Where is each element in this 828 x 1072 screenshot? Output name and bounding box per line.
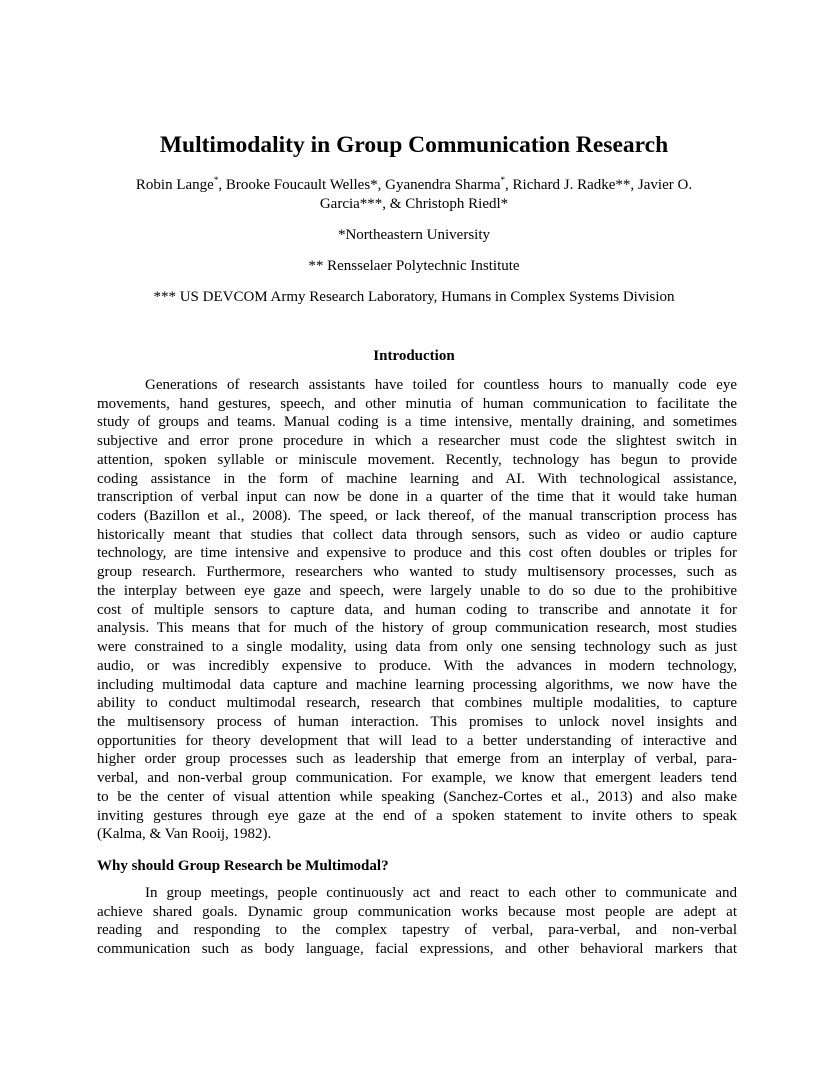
text-line: higher order group processes such as leadership that emerge from an interplay of verbal, para-	[97, 751, 737, 768]
text-line: subjective and error prone procedure in which a researcher must code the slightest switch in	[97, 433, 737, 450]
introduction-paragraph	[97, 376, 737, 844]
text-line: audio, or was incredibly expensive to produce. With the advances in modern technology,	[97, 657, 737, 674]
author-marker: *	[213, 175, 219, 185]
text-line: inviting gestures through eye gaze at the end of a spoken statement to invite others to speak	[97, 807, 737, 824]
text-line: including multimodal data capture and machine learning processing algorithms, we now have the	[97, 676, 737, 693]
text-line: Generations of research assistants have toiled for countless hours to manually code eye	[145, 377, 737, 393]
author-text: , Brooke Foucault Welles*, Gyanendra Sharma	[218, 177, 501, 193]
authors-line-2: Garcia***, & Christoph Riedl*	[319, 196, 509, 212]
text-line: coders (Bazillon et al., 2008). The speed, or lack thereof, of the manual transcription process has	[97, 508, 737, 525]
text-line: opportunities for theory development that will lead to a better understanding of interactive and	[97, 732, 737, 749]
text-line: the multisensory process of human interaction. This promises to unlock novel insights and	[97, 713, 737, 730]
text-line: In group meetings, people continuously act and react to each other to communicate and	[145, 885, 737, 901]
text-line: ability to conduct multimodal research, research that combines multiple modalities, to capture	[97, 695, 737, 712]
text-line: to be the center of visual attention while speaking (Sanchez-Cortes et al., 2013) and also make	[97, 788, 737, 805]
text-line: coding assistance in the form of machine learning and AI. With technological assistance,	[97, 470, 737, 487]
text-line: (Kalma, & Van Rooij, 1982).	[97, 826, 272, 843]
text-line: historically meant that studies that collect data through sensors, such as video or audio capture	[97, 526, 737, 543]
text-line: achieve shared goals. Dynamic group communication works because most people are adept at	[97, 903, 737, 920]
text-line: the interplay between eye gaze and speech, were largely unable to do so due to the prohibitive	[97, 582, 737, 599]
affiliation-devcom: *** US DEVCOM Army Research Laboratory, Humans in Complex Systems Division	[153, 289, 675, 305]
text-line: analysis. This means that for much of the history of group communication research, most studies	[97, 620, 737, 637]
section-heading-multimodal: Why should Group Research be Multimodal?	[97, 858, 389, 874]
text-line: technology, are time intensive and expensive to produce and this cost often doubles or triples for	[97, 545, 737, 562]
introduction-heading: Introduction	[373, 348, 455, 364]
text-line: cost of multiple sensors to capture data, and human coding to transcribe and annotate it for	[97, 601, 737, 618]
affiliation-rpi: ** Rensselaer Polytechnic Institute	[308, 258, 520, 274]
author-text: , Richard J. Radke**, Javier O.	[505, 177, 693, 193]
paper-title: Multimodality in Group Communication Research	[159, 132, 669, 158]
text-line: group research. Furthermore, researchers who wanted to study multisensory processes, such as	[97, 564, 737, 581]
section-paragraph	[97, 884, 737, 959]
author-marker: *	[500, 175, 506, 185]
text-line: movements, hand gestures, speech, and other minutia of human communication to facilitate the	[97, 395, 737, 412]
text-line: were constrained to a single modality, using data from only one sensing technology such as just	[97, 639, 737, 656]
text-line: transcription of verbal input can now be done in a quarter of the time that it would take human	[97, 489, 737, 506]
text-line: attention, spoken syllable or miniscule movement. Recently, technology has begun to provide	[97, 451, 737, 468]
text-line: communication such as body language, facial expressions, and other behavioral markers that	[97, 941, 737, 958]
author-text: Robin Lange	[135, 177, 214, 193]
text-line: reading and responding to the complex tapestry of verbal, para-verbal, and non-verbal	[97, 922, 737, 939]
text-line: study of groups and teams. Manual coding is a time intensive, mentally draining, and sometimes	[97, 414, 737, 431]
affiliation-northeastern: *Northeastern University	[337, 227, 491, 243]
authors-line-1	[90, 176, 738, 194]
text-line: verbal, and non-verbal group communication. For example, we know that emergent leaders tend	[97, 770, 737, 787]
